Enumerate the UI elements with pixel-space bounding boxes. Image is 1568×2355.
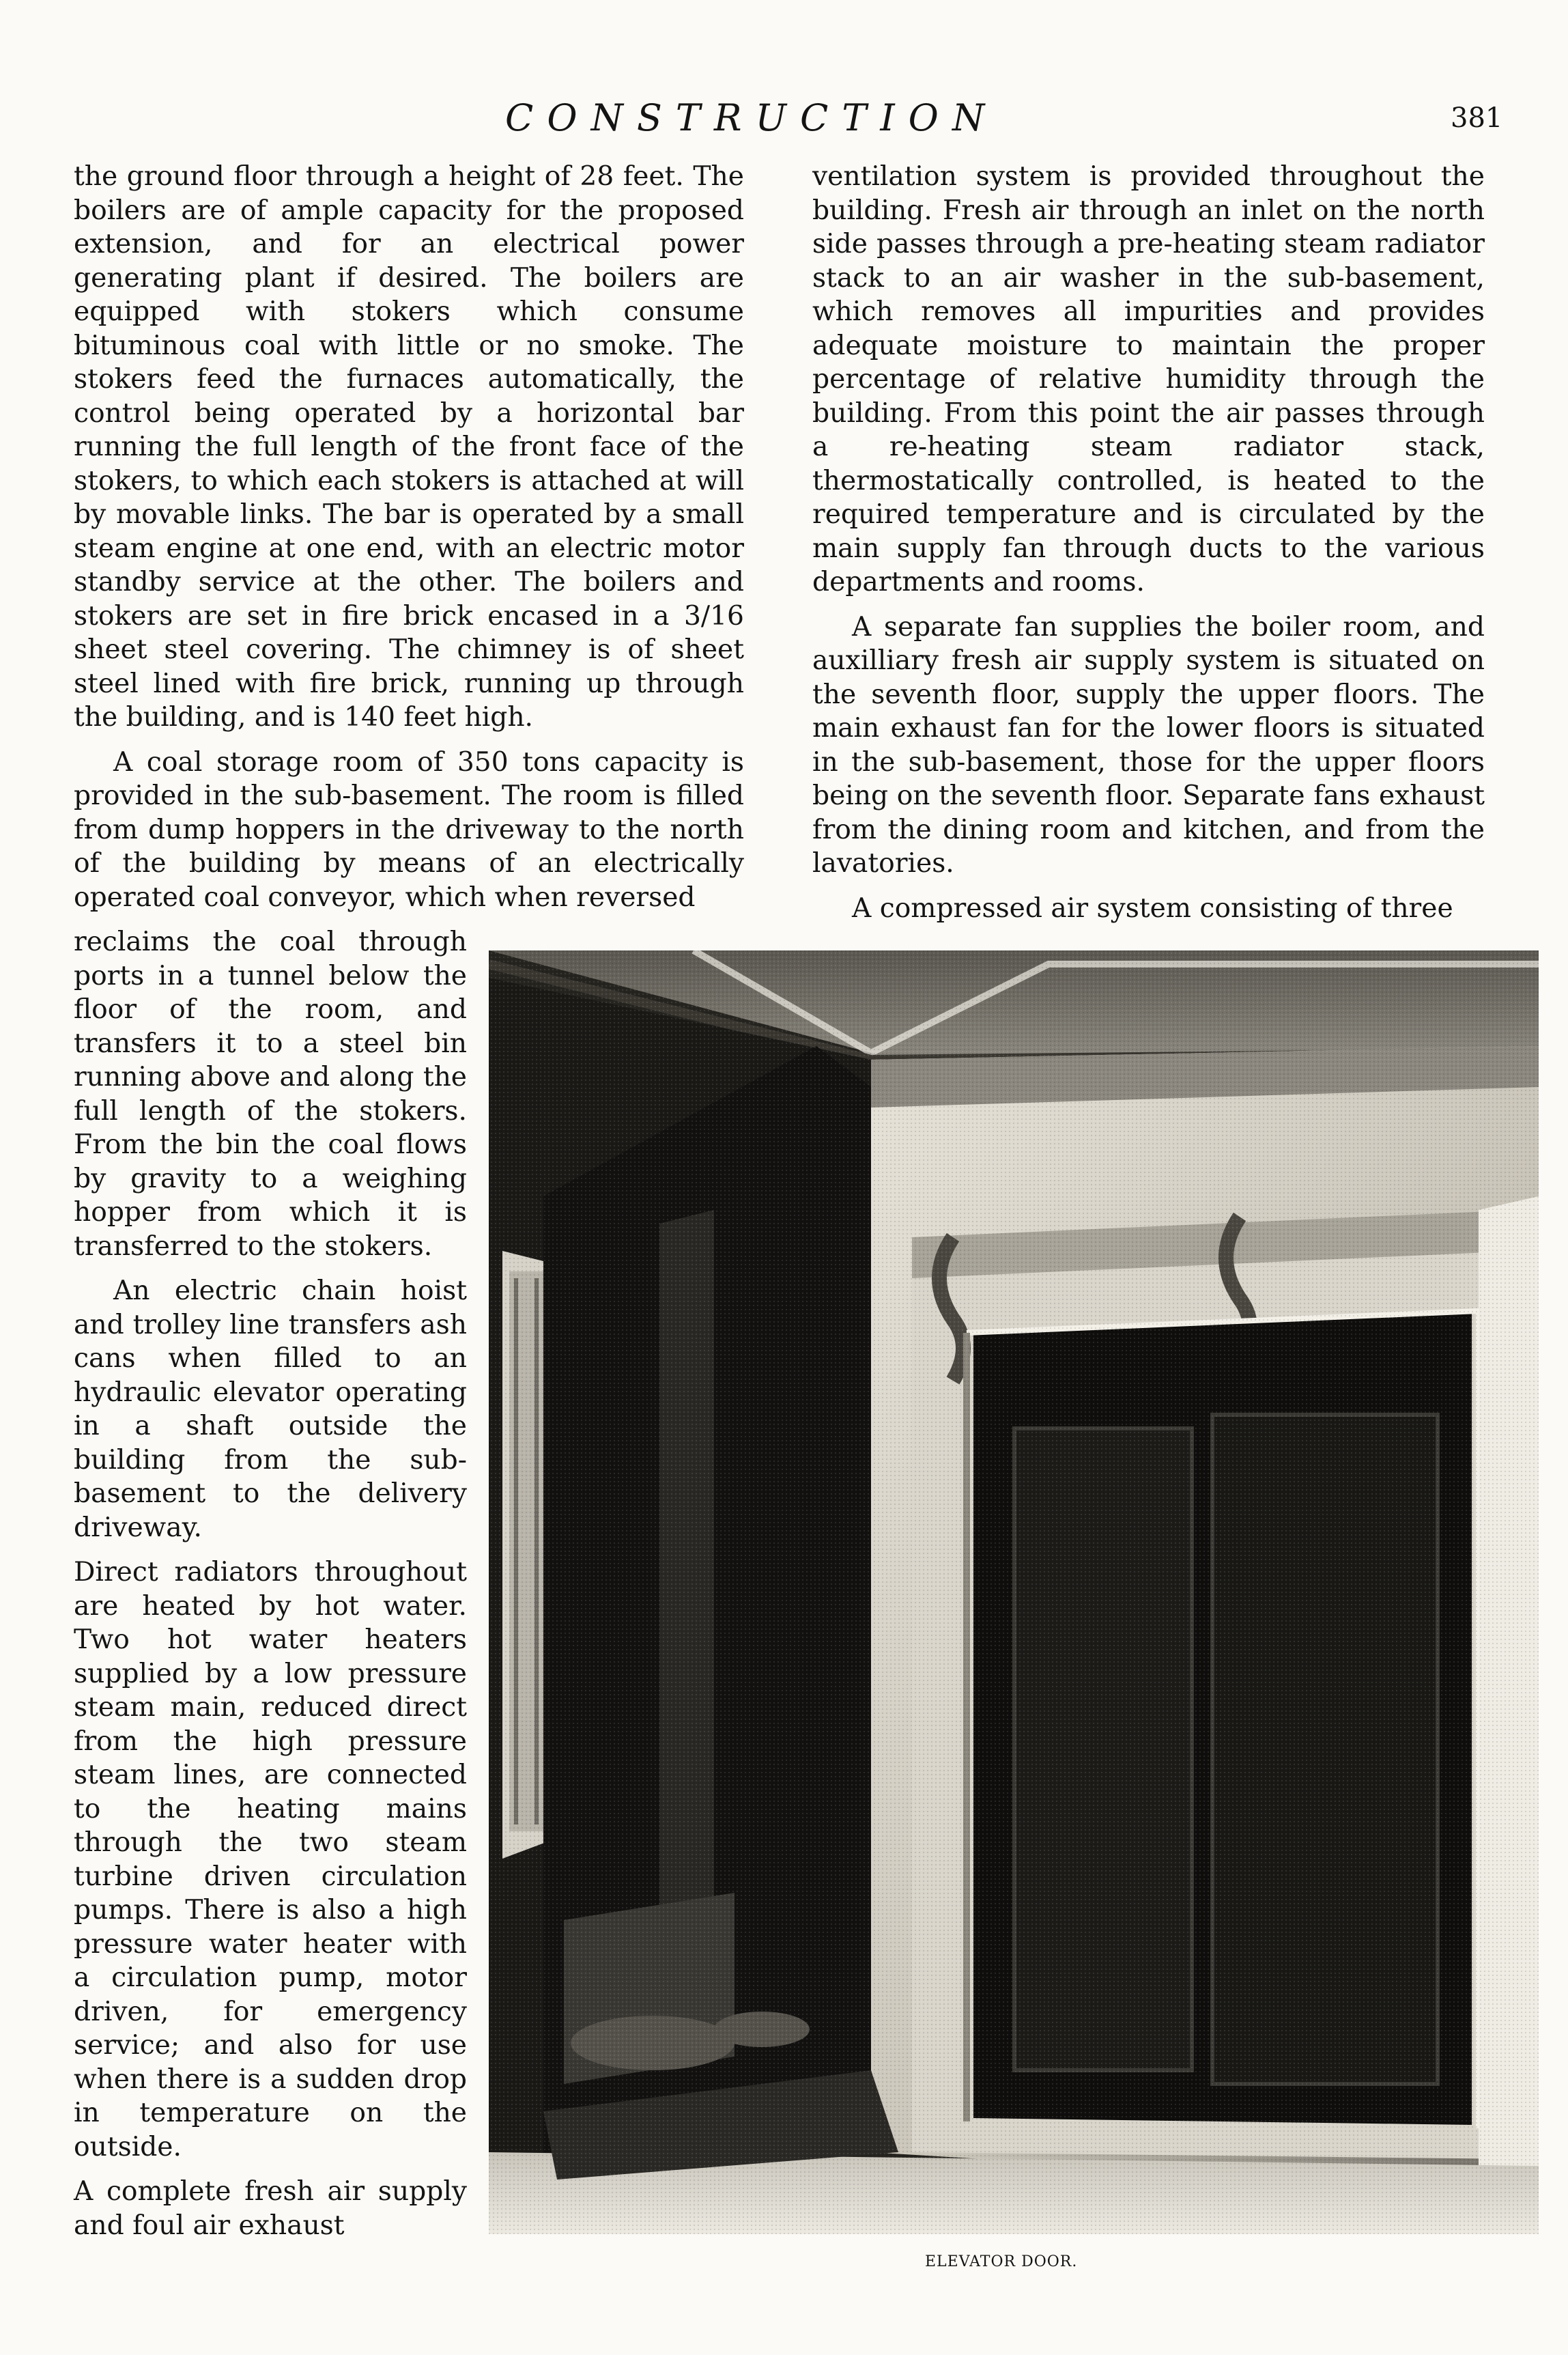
left-column xyxy=(74,160,744,914)
paragraph: A compressed air system consisting of three xyxy=(852,892,1453,924)
left-narrow-column xyxy=(74,925,467,2242)
paragraph: ventilation system is provided throughout the building. Fresh air through an inlet on the north side passes through a pre-heating steam radiator stack to an air washer in the sub-basement, which removes all impurities and provides adequate moisture to maintain the proper percentage of relative humidity through the building. From this point the air passes through a re-heating steam radiator stack, thermostatically controlled, is heated to the required temperature and is circulated by the main supply fan through ducts to the various departments and rooms. xyxy=(812,161,1485,597)
paragraph: A coal storage room of 350 tons capacity is provided in the sub-basement. The room is filled from dump hoppers in the driveway to the north of the building by means of an electrically operated coal conveyor, which when reversed xyxy=(74,746,744,913)
paragraph: A complete fresh air supply and foul air exhaust xyxy=(74,2176,467,2241)
right-column xyxy=(812,160,1485,925)
paragraph: reclaims the coal through ports in a tunnel below the floor of the room, and transfers it to a steel bin running above and along the full length of the stokers. From the bin the coal flows by gravity to a weighing hopper from which it is transferred to the stokers. xyxy=(74,927,467,1262)
paragraph: Direct radiators throughout are heated by hot water. Two hot water heaters supplied by a low pressure steam main, reduced direct from the high pressure steam lines, are connected to the heating mains through the two steam turbine driven circulation pumps. There is also a high pressure water heater with a circulation pump, motor driven, for emergency service; and also for use when there is a sudden drop in temperature on the outside. xyxy=(74,1557,467,2162)
paragraph: An electric chain hoist and trolley line transfers ash cans when filled to an hydraulic elevator operating in a shaft outside the building from the sub-basement to the delivery driveway. xyxy=(74,1275,467,1543)
running-head xyxy=(0,94,1568,142)
paragraph: the ground floor through a height of 28 feet. The boilers are of ample capacity for the proposed extension, and for an electrical power generating plant if desired. The boilers are equipped with stokers which consume bituminous coal with little or no smoke. The stokers feed the furnaces automatically, the control being operated by a horizontal bar running the full length of the front face of the stokers, to which each stokers is attached at will by movable links. The bar is operated by a small steam engine at one end, with an electric motor standby service at the other. The boilers and stokers are set in fire brick encased in a 3/16 sheet steel covering. The chimney is of sheet steel lined with fire brick, running up through the building, and is 140 feet high. xyxy=(74,161,744,733)
paragraph: A separate fan supplies the boiler room, and auxilliary fresh air supply system is situated on the seventh floor, supply the upper floors. The main exhaust fan for the lower floors is situated in the sub-basement, those for the upper floors being on the seventh floor. Separate fans exhaust from the dining room and kitchen, and from the lavatories. xyxy=(812,611,1485,879)
photo-caption: ELEVATOR DOOR. xyxy=(925,2253,1078,2270)
page-number: 381 xyxy=(1451,102,1503,134)
journal-title: CONSTRUCTION xyxy=(505,96,999,139)
elevator-door-photo xyxy=(489,950,1539,2234)
